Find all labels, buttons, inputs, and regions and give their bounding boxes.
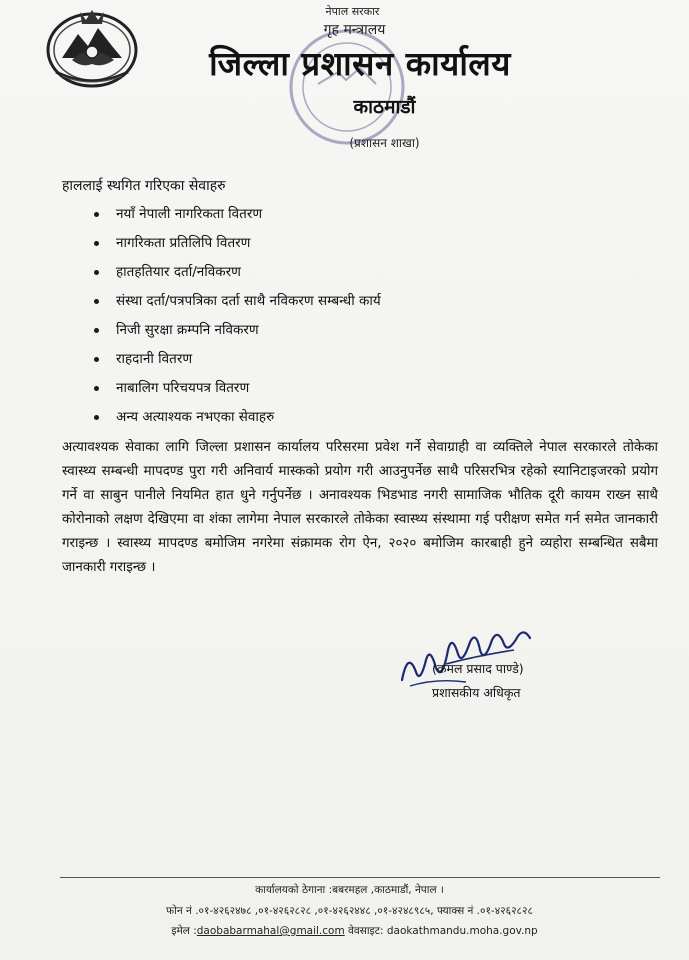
signatory-name: (कमल प्रसाद पाण्डे)	[432, 661, 524, 676]
suspended-services-heading: हाललाई स्थगित गरिएका सेवाहरु	[62, 178, 226, 194]
bullet-icon	[94, 299, 99, 304]
service-label: राहदानी वितरण	[116, 351, 193, 367]
notice-body: अत्यावश्यक सेवाका लागि जिल्ला प्रशासन कार्यालय परिसरमा प्रवेश गर्ने सेवाग्राही वा व्यक्तिले नेपाल सरकारले तोकेका स्वास्थ्य सम्बन्धी मापदण्ड पुरा गरी अनिवार्य मास्कको प्रयोग गरी आउनुपर्नेछ साथै परिसरभित्र रहेको स्यानिटाइजरको प्रयोग गर्ने वा साबुन पानीले नियमित हात धुने गर्नुपर्नेछ । अनावश्यक भिडभाड नगरी सामाजिक भौतिक दूरी कायम राख्न साथै कोरोनाको लक्षण देखिएमा वा शंका लागेमा नेपाल सरकारले तोकेका स्वास्थ्य संस्थामा गई परीक्षण समेत गर्न समेत जानकारी गराइन्छ । स्वास्थ्य मापदण्ड बमोजिम नगरेमा संक्रामक रोग ऐन, २०२० बमोजिम कारबाही हुने व्यहोरा सम्बन्धित सबैमा जानकारी गराइन्छ ।	[62, 440, 659, 575]
footer-address: कार्यालयको ठेगाना :बबरमहल ,काठमाडौं, नेपाल ।	[255, 884, 444, 896]
office-title: जिल्ला प्रशासन कार्यालय	[209, 44, 511, 83]
list-item	[92, 229, 381, 258]
signatory-title: प्रशासकीय अधिकृत	[432, 685, 521, 700]
branch-label: (प्रशासन शाखा)	[349, 136, 420, 150]
email-label: इमेल :	[171, 925, 197, 937]
website-link[interactable]: daokathmandu.moha.gov.np	[386, 925, 538, 937]
service-label: हातहतियार दर्ता/नविकरण	[116, 264, 241, 280]
suspended-services-list	[92, 200, 381, 432]
service-label: संस्था दर्ता/पत्रपत्रिका दर्ता साथै नविकरण सम्बन्धी कार्य	[116, 293, 381, 309]
list-item	[92, 345, 381, 374]
service-label: अन्य अत्याश्यक नभएका सेवाहरु	[116, 409, 275, 425]
footer-phones: फोन नं .०१-४२६२४७८ ,०१-४२६२८२८ ,०१-४२६२४४८ ,०१-४२४८९८५, फ्याक्स नं .०१-४२६२८२८	[166, 905, 533, 917]
website-label: वेवसाइट:	[344, 925, 387, 937]
bullet-icon	[94, 415, 99, 420]
list-item	[92, 403, 381, 432]
bullet-icon	[94, 328, 99, 333]
government-label: नेपाल सरकार	[325, 5, 380, 18]
footer-contact	[10, 924, 689, 938]
service-label: नयाँ नेपाली नागरिकता वितरण	[116, 206, 263, 222]
footer-divider	[60, 877, 660, 878]
bullet-icon	[94, 241, 99, 246]
service-label: निजी सुरक्षा क्रम्पनि नविकरण	[116, 322, 259, 338]
ministry-label: गृह मन्त्रालय	[323, 22, 386, 38]
service-label: नाबालिग परिचयपत्र वितरण	[116, 380, 250, 396]
list-item	[92, 287, 381, 316]
bullet-icon	[94, 212, 99, 217]
list-item	[92, 200, 381, 229]
bullet-icon	[94, 357, 99, 362]
city-label: काठमाडौं	[353, 96, 416, 118]
bullet-icon	[94, 386, 99, 391]
email-link[interactable]: daobabarmahal@gmail.com	[196, 925, 345, 937]
list-item	[92, 316, 381, 345]
list-item	[92, 258, 381, 287]
list-item	[92, 374, 381, 403]
service-label: नागरिकता प्रतिलिपि वितरण	[116, 235, 251, 251]
bullet-icon	[94, 270, 99, 275]
